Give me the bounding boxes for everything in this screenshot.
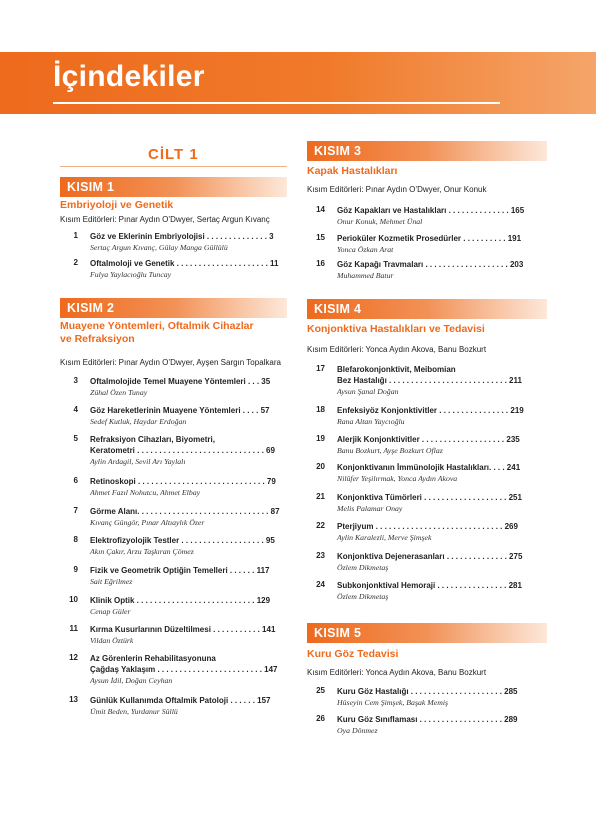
chapter-number: 13 [69, 695, 78, 704]
chapter-authors: Sertaç Argun Kıvanç, Gülay Manga Güllülü [90, 243, 228, 252]
chapter-title-line: Retinoskopi . . . . . . . . . . . . . . . . . . . . . . . . . . . . . 79 [90, 477, 276, 486]
chapter-title[interactable] [337, 580, 522, 591]
chapter-title-line: Konjonktivanın İmmünolojik Hastalıkları. . . . 241 [337, 463, 521, 472]
chapter-title-line: Kuru Göz Sınıflaması . . . . . . . . . . . . . . . . . . . 289 [337, 715, 518, 724]
chapter-number: 25 [316, 686, 325, 695]
part-label: KISIM 2 [67, 301, 115, 315]
chapter-title[interactable] [90, 535, 275, 546]
chapter-title[interactable] [90, 653, 277, 675]
chapter-authors: Muhammed Batur [337, 271, 394, 280]
chapter-title[interactable] [337, 686, 517, 697]
chapter-title[interactable] [337, 233, 521, 244]
chapter-title-line: Keratometri . . . . . . . . . . . . . . . . . . . . . . . . . . . . . 69 [90, 446, 275, 455]
part-title [60, 199, 173, 212]
part-title [307, 648, 398, 661]
chapter-number: 4 [73, 405, 78, 414]
chapter-number: 9 [73, 565, 78, 574]
chapter-title-line: Kuru Göz Hastalığı . . . . . . . . . . . . . . . . . . . . . 285 [337, 687, 518, 696]
chapter-title[interactable] [337, 521, 518, 532]
chapter-authors: Özlem Dikmetaş [337, 563, 389, 572]
chapter-authors: Hüseyin Cem Şimşek, Başak Memiş [337, 698, 449, 707]
part-label: KISIM 1 [67, 180, 115, 194]
chapter-authors: Nilüfer Yeşilırmak, Yonca Aydın Akova [337, 474, 458, 483]
part-editors: Kısım Editörleri: Pınar Aydın O’Dwyer, Onur Konuk [307, 185, 487, 194]
part-title [307, 165, 397, 178]
part-banner [307, 141, 547, 161]
part-label: KISIM 3 [314, 144, 362, 158]
chapter-authors: Banu Bozkurt, Ayşe Bozkurt Oflaz [337, 446, 443, 455]
chapter-title[interactable] [337, 714, 518, 725]
chapter-title-line: Klinik Optik . . . . . . . . . . . . . . . . . . . . . . . . . . . 129 [90, 596, 271, 605]
chapter-authors: Oya Dönmez [337, 726, 378, 735]
chapter-title-line: Pterjiyum . . . . . . . . . . . . . . . . . . . . . . . . . . . . . 269 [337, 522, 518, 531]
chapter-title[interactable] [337, 434, 520, 445]
volume-label: CİLT 1 [148, 146, 199, 163]
chapter-authors: Zühal Özen Tunay [90, 388, 148, 397]
chapter-title-line: Kırma Kusurlarının Düzeltilmesi . . . . . . . . . . . 141 [90, 625, 276, 634]
chapter-number: 18 [316, 405, 325, 414]
chapter-title[interactable] [337, 205, 524, 216]
chapter-authors: Cenap Güler [90, 607, 131, 616]
chapter-title-line: Göz ve Eklerinin Embriyolojisi . . . . . . . . . . . . . . 3 [90, 232, 274, 241]
chapter-authors: Kıvanç Güngör, Pınar Altıaylık Özer [90, 518, 205, 527]
chapter-title-line: Blefarokonjonktivit, Meibomian [337, 365, 456, 374]
chapter-authors: Sedef Kutluk, Haydar Erdoğan [90, 417, 187, 426]
chapter-title-line: Günlük Kullanımda Oftalmik Patoloji . . . . . . 157 [90, 696, 271, 705]
chapter-title-line: Göz Kapakları ve Hastalıkları . . . . . . . . . . . . . . 165 [337, 206, 525, 215]
chapter-title[interactable] [90, 258, 279, 269]
page-title: İçindekiler [53, 60, 205, 93]
chapter-number: 3 [73, 376, 78, 385]
part-title [307, 323, 485, 336]
chapter-authors: Sait Eğrilmez [90, 577, 133, 586]
chapter-title-line: Fizik ve Geometrik Optiğin Temelleri . . . . . . 117 [90, 566, 270, 575]
part-banner [307, 299, 547, 319]
chapter-title[interactable] [337, 462, 520, 473]
chapter-number: 2 [73, 258, 78, 267]
chapter-number: 17 [316, 364, 325, 373]
chapter-number: 23 [316, 551, 325, 560]
part-title-line: Muayene Yöntemleri, Oftalmik Cihazlar [60, 320, 254, 332]
chapter-title[interactable] [337, 259, 523, 270]
chapter-number: 22 [316, 521, 325, 530]
header-rule [53, 102, 500, 104]
chapter-title-line: Oftalmolojide Temel Muayene Yöntemleri . . . 35 [90, 377, 271, 386]
chapter-number: 5 [73, 434, 78, 443]
chapter-authors: Aysun Şanal Doğan [337, 387, 399, 396]
part-editors: Kısım Editörleri: Yonca Aydın Akova, Banu Bozkurt [307, 668, 487, 677]
chapter-number: 15 [316, 233, 325, 242]
chapter-title-line: Refraksiyon Cihazları, Biyometri, [90, 435, 215, 444]
part-title-line: Kapak Hastalıkları [307, 165, 398, 177]
chapter-title-line: Oftalmoloji ve Genetik . . . . . . . . . . . . . . . . . . . . . 11 [90, 259, 279, 268]
chapter-title-line: Göz Hareketlerinin Muayene Yöntemleri . . . . 57 [90, 406, 270, 415]
chapter-number: 10 [69, 595, 78, 604]
chapter-title-line: Görme Alanı. . . . . . . . . . . . . . . . . . . . . . . . . . . . . . 87 [90, 507, 280, 516]
part-title-line: ve Refraksiyon [60, 333, 135, 345]
header-banner [0, 52, 596, 114]
chapter-authors: Onur Konuk, Mehmet Ünal [337, 217, 423, 226]
chapter-title[interactable] [337, 492, 522, 503]
chapter-title[interactable] [90, 565, 269, 576]
part-title-line: Embriyoloji ve Genetik [60, 199, 174, 211]
part-label: KISIM 4 [314, 302, 362, 316]
chapter-title[interactable] [90, 476, 276, 487]
part-banner [60, 298, 287, 318]
chapter-number: 8 [73, 535, 78, 544]
chapter-title[interactable] [337, 364, 522, 386]
chapter-title[interactable] [337, 551, 522, 562]
chapter-authors: Rana Altan Yaycıoğlu [337, 417, 405, 426]
chapter-number: 7 [73, 506, 78, 515]
part-editors: Kısım Editörleri: Pınar Aydın O’Dwyer, Ayşen Sargın Topalkara [60, 358, 281, 367]
chapter-title[interactable] [90, 405, 269, 416]
chapter-authors: Aylin Karalezli, Merve Şimşek [337, 533, 432, 542]
chapter-title-line: Konjonktiva Dejenerasanları . . . . . . . . . . . . . . 275 [337, 552, 523, 561]
chapter-number: 24 [316, 580, 325, 589]
chapter-title-line: Alerjik Konjonktivitler . . . . . . . . . . . . . . . . . . . 235 [337, 435, 520, 444]
chapter-title-line: Az Görenlerin Rehabilitasyonuna [90, 654, 216, 663]
chapter-number: 6 [73, 476, 78, 485]
chapter-authors: Aysun İdil, Doğan Ceyhan [90, 676, 173, 685]
chapter-authors: Vildan Öztürk [90, 636, 134, 645]
chapter-title[interactable] [337, 405, 524, 416]
chapter-authors: Melis Palamar Onay [337, 504, 403, 513]
chapter-authors: Aylin Ardagil, Sevil Arı Yaylalı [90, 457, 186, 466]
part-title [60, 320, 254, 346]
chapter-title-line: Enfeksiyöz Konjonktivitler . . . . . . . . . . . . . . . . 219 [337, 406, 524, 415]
chapter-authors: Özlem Dikmetaş [337, 592, 389, 601]
part-banner [60, 177, 287, 197]
chapter-title-line: Çağdaş Yaklaşım . . . . . . . . . . . . . . . . . . . . . . . . 147 [90, 665, 278, 674]
chapter-number: 14 [316, 205, 325, 214]
chapter-number: 16 [316, 259, 325, 268]
chapter-number: 1 [73, 231, 78, 240]
part-editors: Kısım Editörleri: Yonca Aydın Akova, Banu Bozkurt [307, 345, 487, 354]
chapter-number: 11 [69, 624, 78, 633]
part-editors: Kısım Editörleri: Pınar Aydın O’Dwyer, Sertaç Argun Kıvanç [60, 215, 270, 224]
chapter-number: 26 [316, 714, 325, 723]
chapter-title[interactable] [90, 595, 270, 606]
chapter-title-line: Elektrofizyolojik Testler . . . . . . . . . . . . . . . . . . . 95 [90, 536, 275, 545]
chapter-title-line: Perioküler Kozmetik Prosedürler . . . . . . . . . . 191 [337, 234, 522, 243]
chapter-authors: Fulya Yaylacıoğlu Tuncay [90, 270, 172, 279]
chapter-number: 12 [69, 653, 78, 662]
part-title-line: Konjonktiva Hastalıkları ve Tedavisi [307, 323, 485, 335]
chapter-number: 19 [316, 434, 325, 443]
part-banner [307, 623, 547, 643]
chapter-title-line: Göz Kapağı Travmaları . . . . . . . . . . . . . . . . . . . 203 [337, 260, 524, 269]
volume-divider [60, 166, 287, 167]
chapter-authors: Ümit Beden, Yurdanur Süllü [90, 707, 178, 716]
chapter-number: 20 [316, 462, 325, 471]
chapter-title[interactable] [90, 624, 275, 635]
chapter-authors: Ahmet Fazıl Nohutcu, Ahmet Elbay [90, 488, 201, 497]
chapter-number: 21 [316, 492, 325, 501]
part-label: KISIM 5 [314, 626, 362, 640]
chapter-authors: Yonca Özkan Arat [337, 245, 394, 254]
chapter-title[interactable] [90, 506, 280, 517]
chapter-title-line: Konjonktiva Tümörleri . . . . . . . . . . . . . . . . . . . 251 [337, 493, 522, 502]
chapter-title-line: Subkonjonktival Hemoraji . . . . . . . . . . . . . . . . 281 [337, 581, 522, 590]
chapter-authors: Akın Çakır, Arzu Taşkıran Çömez [90, 547, 194, 556]
chapter-title-line: Bez Hastalığı . . . . . . . . . . . . . . . . . . . . . . . . . . . 211 [337, 376, 522, 385]
chapter-title[interactable] [90, 376, 270, 387]
part-title-line: Kuru Göz Tedavisi [307, 648, 399, 660]
chapter-title[interactable] [90, 695, 270, 706]
chapter-title[interactable] [90, 231, 274, 242]
chapter-title[interactable] [90, 434, 275, 456]
